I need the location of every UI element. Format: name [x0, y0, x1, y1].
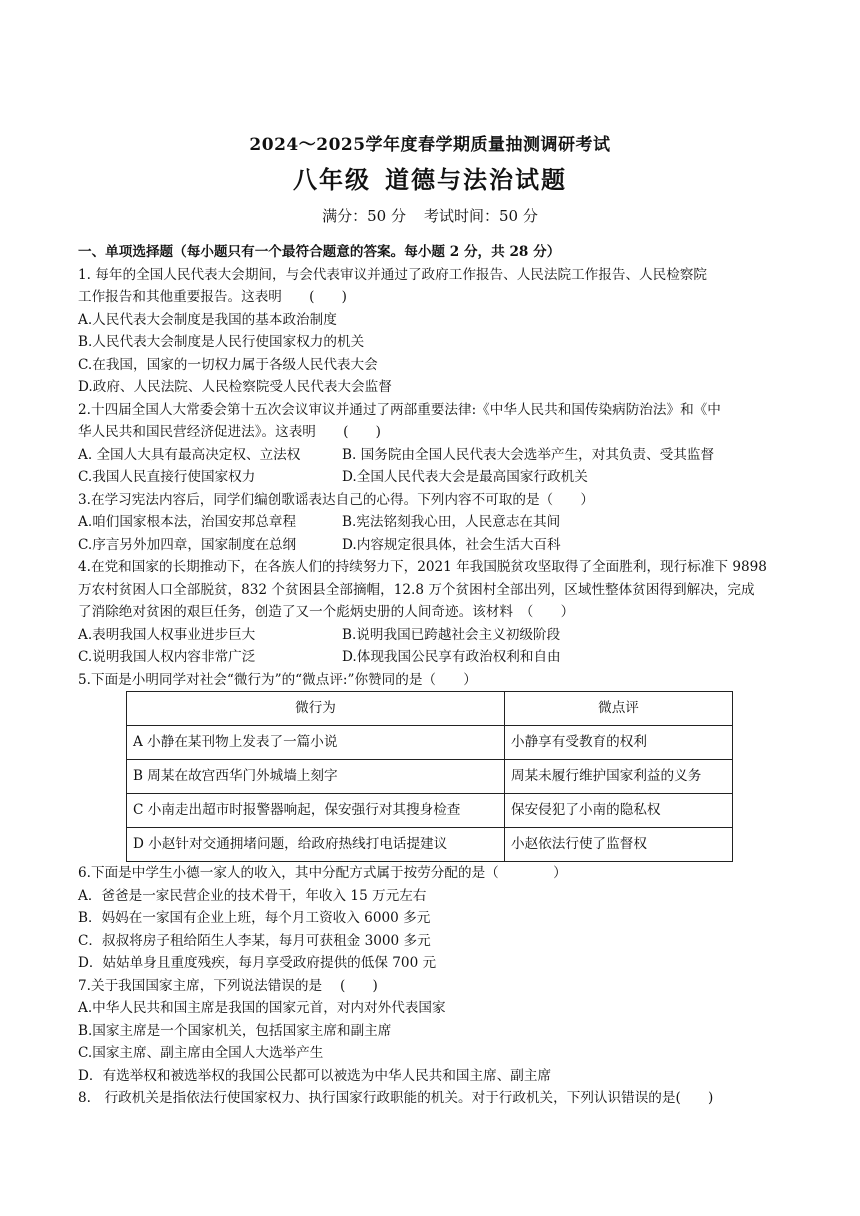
option-b: B．妈妈在一家国有企业上班，每个月工资收入 6000 多元: [78, 910, 431, 926]
table-cell: A 小静在某刊物上发表了一篇小说: [127, 726, 505, 760]
question-stem: 华人民共和国民营经济促进法》。这表明 ( ): [78, 424, 381, 440]
question-stem: 1. 每年的全国人民代表大会期间，与会代表审议并通过了政府工作报告、人民法院工作报告、人民检察院: [78, 266, 708, 283]
option-a: A．爸爸是一家民营企业的技术骨干，年收入 15 万元左右: [78, 887, 427, 904]
option-b: B.宪法铭刻我心田，人民意志在其间: [342, 514, 561, 530]
grade-label: 八年级: [293, 165, 371, 194]
table-row: [127, 794, 733, 828]
option-a: A.人民代表大会制度是我国的基本政治制度: [78, 311, 337, 328]
question-3: [78, 489, 784, 557]
question-5: [78, 669, 784, 863]
option-d: D．有选举权和被选举权的我国公民都可以被选为中华人民共和国主席、副主席: [78, 1067, 552, 1084]
option-c: C．叔叔将房子租给陌生人李某，每月可获租金 3000 多元: [78, 932, 431, 949]
option-d: D．姑姑单身且重度残疾，每月享受政府提供的低保 700 元: [78, 955, 437, 971]
micro-behavior-table: [126, 691, 733, 862]
option-a: A.表明我国人权事业进步巨大: [78, 626, 256, 643]
option-a: A.中华人民共和国主席是我国的国家元首，对内对外代表国家: [78, 1000, 446, 1016]
question-stem: 2.十四届全国人大常委会第十五次会议审议并通过了两部重要法律:《中华人民共和国传染病防治法》和《中: [78, 401, 721, 418]
section-heading: 一、单项选择题（每小题只有一个最符合题意的答案。每小题 2 分，共 28 分）: [78, 244, 561, 260]
question-stem: 8. 行政机关是指依法行使国家权力、执行国家行政职能的机关。对于行政机关，下列认识错误的是( ): [78, 1090, 714, 1106]
question-stem: 万农村贫困人口全部脱贫，832 个贫困县全部摘帽，12.8 万个贫困村全部出列，区域性整体贫困得到解决，完成: [78, 581, 755, 598]
question-4: [78, 556, 784, 669]
question-stem: 4.在党和国家的长期推动下，在各族人们的持续努力下，2021 年我国脱贫攻坚取得了全面胜利，现行标准下 9898: [78, 559, 767, 575]
question-stem: 3.在学习宪法内容后，同学们编创歌谣表达自己的心得。下列内容不可取的是（ ）: [78, 491, 594, 508]
question-stem: 7.关于我国国家主席，下列说法错误的是 ( ): [78, 977, 378, 994]
subject-title: [0, 160, 860, 195]
column-header: 微点评: [505, 692, 733, 726]
question-8: [78, 1087, 784, 1110]
question-6: [78, 862, 784, 975]
full-score: 满分：50 分: [322, 207, 406, 225]
exam-meta: [0, 205, 860, 226]
option-b: B.人民代表大会制度是人民行使国家权力的机关: [78, 334, 365, 350]
question-stem: 工作报告和其他重要报告。这表明 ( ): [78, 289, 347, 305]
option-d: D.内容规定很具体，社会生活大百科: [342, 536, 561, 553]
option-d: D.体现我国公民享有政治权利和自由: [342, 649, 561, 665]
option-d: D.全国人民代表大会是最高国家行政机关: [342, 469, 588, 485]
option-c: C.在我国，国家的一切权力属于各级人民代表大会: [78, 356, 378, 373]
table-cell: D 小赵针对交通拥堵问题，给政府热线打电话提建议: [127, 828, 505, 862]
option-b: B.国家主席是一个国家机关，包括国家主席和副主席: [78, 1022, 392, 1039]
question-stem: 了消除绝对贫困的艰巨任务，创造了又一个彪炳史册的人间奇迹。该材料 （ ）: [78, 604, 575, 620]
question-stem: 5.下面是小明同学对社会“微行为”的“微点评:”你赞同的是（ ）: [78, 671, 477, 688]
options-row: [78, 511, 784, 534]
options-row: [78, 646, 784, 669]
table-cell: 保安侵犯了小南的隐私权: [505, 794, 733, 828]
exam-time: 考试时间：50 分: [424, 207, 538, 225]
table-cell: B 周某在故宫西华门外城墙上刻字: [127, 760, 505, 794]
option-a: A. 全国人大具有最高决定权、立法权: [78, 446, 301, 463]
table-header-row: [127, 692, 733, 726]
option-b: B.说明我国已跨越社会主义初级阶段: [342, 626, 561, 643]
question-1: [78, 264, 784, 399]
table-cell: 小赵依法行使了监督权: [505, 828, 733, 862]
option-c: C.国家主席、副主席由全国人大选举产生: [78, 1045, 324, 1061]
options-row: [78, 444, 784, 467]
table-cell: 周某未履行维护国家利益的义务: [505, 760, 733, 794]
exam-title: 2024～2025学年度春学期质量抽测调研考试: [249, 135, 611, 155]
option-c: C.说明我国人权内容非常广泛: [78, 649, 256, 665]
options-row: [78, 466, 784, 489]
option-b: B. 国务院由全国人民代表大会选举产生，对其负责、受其监督: [342, 446, 715, 463]
option-a: A.咱们国家根本法，治国安邦总章程: [78, 514, 297, 530]
question-7: [78, 975, 784, 1088]
option-d: D.政府、人民法院、人民检察院受人民代表大会监督: [78, 379, 392, 395]
table-cell: C 小南走出超市时报警器响起，保安强行对其搜身检查: [127, 794, 505, 828]
option-c: C.序言另外加四章，国家制度在总纲: [78, 536, 297, 553]
exam-content: [78, 241, 784, 1110]
table-row: [127, 760, 733, 794]
subject-name: 道德与法治试题: [385, 165, 567, 194]
options-row: [78, 624, 784, 647]
column-header: 微行为: [127, 692, 505, 726]
options-row: [78, 534, 784, 557]
table-row: [127, 726, 733, 760]
table-cell: 小静享有受教育的权利: [505, 726, 733, 760]
question-stem: 6.下面是中学生小德一家人的收入，其中分配方式属于按劳分配的是（ ）: [78, 865, 567, 881]
question-2: [78, 399, 784, 489]
option-c: C.我国人民直接行使国家权力: [78, 469, 256, 485]
table-row: [127, 828, 733, 862]
